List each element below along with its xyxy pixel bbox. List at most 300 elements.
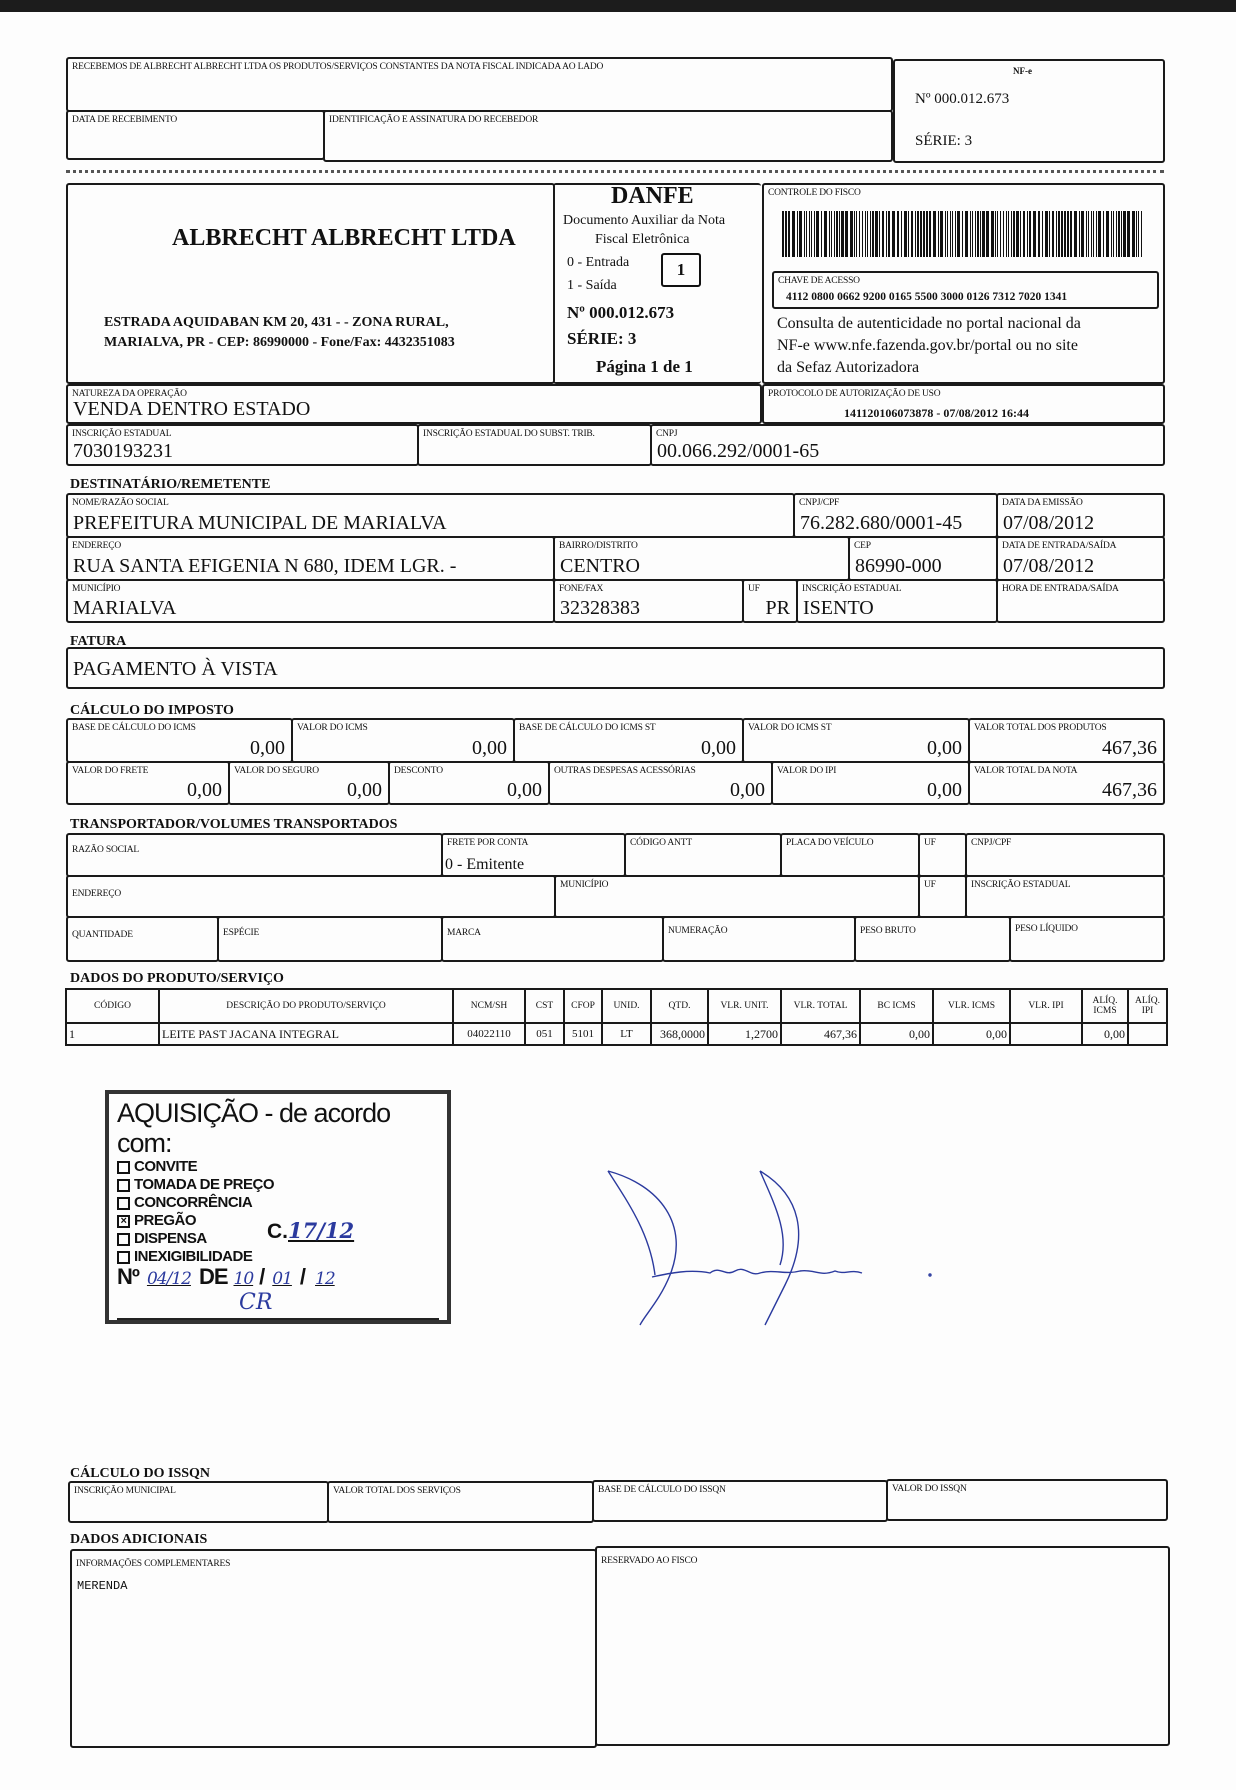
label: DATA DE ENTRADA/SAÍDA: [1002, 541, 1117, 551]
label: INSCRIÇÃO ESTADUAL DO SUBST. TRIB.: [423, 429, 595, 439]
barcode-bar: [806, 211, 807, 257]
barcode-bar: [821, 211, 822, 257]
barcode-bar: [875, 211, 878, 257]
barcode-bar: [1006, 211, 1007, 257]
tax-cell: [388, 761, 550, 805]
column-header: QTD.: [651, 989, 708, 1023]
label: NOME/RAZÃO SOCIAL: [72, 498, 169, 508]
barcode-bar: [1058, 211, 1060, 257]
receipt-text: RECEBEMOS DE ALBRECHT ALBRECHT LTDA OS PRODUTOS/SERVIÇOS CONSTANTES DA NOTA FISCAL INDICADA AO LADO: [72, 62, 604, 72]
value: 7030193231: [73, 440, 173, 462]
checked-box-icon: ×: [117, 1215, 130, 1228]
consulta-text: da Sefaz Autorizadora: [777, 359, 920, 376]
barcode-bar: [1086, 211, 1087, 257]
issqn-cell: [592, 1480, 888, 1522]
table-cell: LT: [602, 1023, 651, 1045]
column-header: BC ICMS: [860, 989, 933, 1023]
barcode-bar: [829, 211, 830, 257]
stamp-option-label: PREGÃO: [134, 1212, 197, 1229]
label: VALOR DO ICMS: [297, 723, 368, 733]
table-cell: 0,00: [860, 1023, 933, 1045]
barcode-bar: [804, 211, 805, 257]
products-table: [65, 988, 1168, 1046]
label: RESERVADO AO FISCO: [601, 1556, 698, 1566]
table-cell: [1128, 1023, 1167, 1045]
barcode-bar: [1070, 211, 1072, 257]
label: PESO LÍQUIDO: [1015, 924, 1078, 934]
label: VALOR TOTAL DA NOTA: [974, 766, 1078, 776]
danfe-subtitle: Fiscal Eletrônica: [595, 232, 690, 247]
barcode-bar: [947, 211, 948, 257]
fisco-box: [762, 183, 1165, 384]
value: PREFEITURA MUNICIPAL DE MARIALVA: [73, 512, 447, 534]
dest-bairro: [553, 536, 850, 581]
issqn-cell: [886, 1479, 1168, 1521]
label: DESCONTO: [394, 766, 443, 776]
label: MUNICÍPIO: [560, 880, 609, 890]
tax-cell: [66, 761, 230, 805]
danfe-type-value: 1: [661, 253, 701, 287]
barcode-bar: [940, 211, 943, 257]
protocolo-field: [762, 384, 1165, 424]
barcode-bar: [839, 211, 840, 257]
barcode-bar: [782, 211, 784, 257]
stamp-option-label: DISPENSA: [134, 1230, 207, 1247]
section-title: CÁLCULO DO ISSQN: [70, 1466, 211, 1481]
tax-cell: [66, 718, 293, 763]
transp-razao: [66, 833, 443, 877]
barcode-bar: [1016, 211, 1019, 257]
barcode-bar: [1113, 211, 1114, 257]
stamp-de-label: DE: [198, 1264, 228, 1289]
barcode-bar: [1049, 211, 1050, 257]
label: VALOR DO ICMS ST: [748, 723, 832, 733]
barcode-bar: [997, 211, 998, 257]
label: VALOR DO FRETE: [72, 766, 149, 776]
checkbox-icon: [117, 1179, 130, 1192]
barcode-bar: [814, 211, 815, 257]
consulta-text: NF-e www.nfe.fazenda.gov.br/portal ou no site: [777, 337, 1078, 354]
chave-box: [772, 271, 1159, 309]
barcode-bar: [856, 211, 857, 257]
label: UF: [748, 584, 760, 594]
info-value: MERENDA: [77, 1579, 128, 1593]
barcode-bar: [995, 211, 996, 257]
table-cell: 5101: [564, 1023, 602, 1045]
barcode-bar: [1098, 211, 1101, 257]
label: CHAVE DE ACESSO: [778, 276, 860, 286]
emitente-box: [66, 183, 555, 384]
barcode-bar: [892, 211, 895, 257]
column-header: NCM/SH: [453, 989, 525, 1023]
dest-uf: [742, 579, 798, 623]
barcode-bar: [1074, 211, 1077, 257]
transp-endereco: [66, 875, 556, 918]
signature: [600, 1165, 940, 1330]
chave-acesso: 4112 0800 0662 9200 0165 5500 3000 0126 7312 7020 1341: [786, 291, 1068, 303]
barcode-bar: [1079, 211, 1080, 257]
label: CEP: [854, 541, 871, 551]
value: 467,36: [1102, 779, 1157, 801]
emitente-name: ALBRECHT ALBRECHT LTDA: [172, 225, 516, 251]
barcode-bar: [1008, 211, 1009, 257]
value: 07/08/2012: [1003, 555, 1095, 577]
table-header-row: [66, 989, 1167, 1023]
value: 0,00: [507, 779, 542, 801]
issqn-cell: [327, 1481, 594, 1523]
natureza-field: [66, 384, 762, 424]
barcode-bar: [955, 211, 956, 257]
barcode-bar: [788, 211, 790, 257]
transp-marca: [441, 916, 664, 962]
section-title: CÁLCULO DO IMPOSTO: [70, 703, 234, 718]
section-title: DADOS ADICIONAIS: [70, 1532, 208, 1547]
value: 0,00: [701, 737, 736, 759]
label: CNPJ: [656, 429, 678, 439]
column-header: ALÍQ. IPI: [1128, 989, 1167, 1023]
barcode-bar: [957, 211, 960, 257]
dest-ie: [796, 579, 998, 623]
barcode-bar: [1000, 211, 1001, 257]
danfe-entrada: 0 - Entrada: [567, 255, 630, 270]
barcode-bar: [991, 211, 994, 257]
label: NUMERAÇÃO: [668, 926, 728, 936]
barcode-bar: [797, 211, 798, 257]
value: 86990-000: [855, 555, 942, 577]
value: 0,00: [250, 737, 285, 759]
value: PR: [765, 597, 790, 619]
value: VENDA DENTRO ESTADO: [73, 398, 311, 420]
value: 0,00: [927, 737, 962, 759]
barcode-bar: [792, 211, 795, 257]
label: INSCRIÇÃO ESTADUAL: [802, 584, 902, 594]
column-header: VLR. TOTAL: [781, 989, 860, 1023]
barcode-bar: [945, 211, 946, 257]
barcode-bar: [901, 211, 902, 257]
label: ENDEREÇO: [72, 889, 122, 899]
label: VALOR DO IPI: [777, 766, 837, 776]
barcode-bar: [1091, 211, 1092, 257]
barcode-bar: [1096, 211, 1097, 257]
stamp-option: [117, 1176, 439, 1194]
transp-uf: [918, 833, 967, 877]
barcode-bar: [1136, 211, 1137, 257]
label: HORA DE ENTRADA/SAÍDA: [1002, 584, 1119, 594]
barcode-bar: [926, 211, 928, 257]
barcode-bar: [1141, 211, 1142, 257]
value: MARIALVA: [73, 597, 177, 619]
barcode-bar: [836, 211, 838, 257]
barcode-bar: [1116, 211, 1117, 257]
barcode-bar: [950, 211, 951, 257]
checkbox-icon: [117, 1251, 130, 1264]
danfe-box: [553, 183, 761, 384]
stamp-c-value: 17/12: [288, 1218, 355, 1243]
barcode-bar: [1033, 211, 1036, 257]
ie-st-field: [417, 424, 652, 466]
value: 141120106073878 - 07/08/2012 16:44: [844, 406, 1029, 420]
receipt-box: [66, 57, 893, 112]
value: 07/08/2012: [1003, 512, 1095, 534]
table-cell: 04022110: [453, 1023, 525, 1045]
nfe-box: [893, 59, 1165, 163]
transp-municipio: [554, 875, 920, 918]
label: BASE DE CÁLCULO DO ICMS ST: [519, 723, 656, 733]
label: PROTOCOLO DE AUTORIZAÇÃO DE USO: [768, 389, 941, 399]
column-header: UNID.: [602, 989, 651, 1023]
danfe-subtitle: Documento Auxiliar da Nota: [563, 213, 726, 228]
table-cell: 0,00: [1082, 1023, 1128, 1045]
acquisition-stamp: AQUISIÇÃO - de acordo com: CONVITE TOMADA DE PREÇO CONCORRÊNCIA × PREGÃO DISPENSA INEXIGIBILIDADE C.17/12 Nº 04/12 DE 10 / 01 / 12 CR: [105, 1090, 451, 1324]
transp-antt: [624, 833, 782, 877]
table-cell: 1,2700: [708, 1023, 781, 1045]
barcode-bar: [986, 211, 989, 257]
barcode-bar: [962, 211, 963, 257]
barcode-bar: [785, 211, 787, 257]
barcode-bar: [1106, 211, 1109, 257]
barcode-bar: [1023, 211, 1025, 257]
barcode-bar: [929, 211, 931, 257]
column-header: VLR. IPI: [1010, 989, 1082, 1023]
danfe-number: Nº 000.012.673: [567, 303, 675, 322]
label: PLACA DO VEÍCULO: [786, 838, 874, 848]
transp-peso-liquido: [1009, 916, 1165, 962]
barcode-bar: [1027, 211, 1028, 257]
barcode-bar: [1103, 211, 1104, 257]
transp-uf2: [918, 875, 967, 918]
barcode-bar: [980, 211, 981, 257]
value: 00.066.292/0001-65: [657, 440, 820, 462]
dest-fone: [553, 579, 744, 623]
barcode-bar: [1127, 211, 1130, 257]
dest-hora: [996, 579, 1165, 623]
stamp-option: [117, 1158, 439, 1176]
transp-especie: [217, 916, 443, 962]
value: CENTRO: [560, 555, 640, 577]
label: QUANTIDADE: [72, 930, 133, 940]
barcode-bar: [1061, 211, 1063, 257]
table-cell: LEITE PAST JACANA INTEGRAL: [159, 1023, 453, 1045]
barcode-bar: [1064, 211, 1066, 257]
barcode-bar: [1052, 211, 1054, 257]
section-title: TRANSPORTADOR/VOLUMES TRANSPORTADOS: [70, 817, 398, 832]
barcode-bar: [859, 211, 860, 257]
stamp-month: 01: [272, 1269, 292, 1289]
barcode-bar: [811, 211, 812, 257]
barcode-bar: [920, 211, 922, 257]
barcode-bar: [854, 211, 855, 257]
label: DATA DA EMISSÃO: [1002, 498, 1083, 508]
barcode-bar: [870, 211, 871, 257]
barcode-bar: [1042, 211, 1043, 257]
barcode-bar: [1011, 211, 1012, 257]
label: UF: [924, 880, 936, 890]
receipt-signature-field[interactable]: [323, 110, 893, 162]
value: PAGAMENTO À VISTA: [73, 658, 278, 680]
stamp-title: AQUISIÇÃO - de acordo com:: [117, 1098, 391, 1158]
barcode-bar: [1132, 211, 1135, 257]
table-cell: 1: [66, 1023, 159, 1045]
stamp-no-value: 04/12: [146, 1269, 191, 1289]
barcode-bar: [1111, 211, 1112, 257]
stamp-line: [117, 1318, 439, 1320]
barcode-bar: [879, 211, 880, 257]
label: BASE DE CÁLCULO DO ICMS: [72, 723, 196, 733]
barcode-bar: [799, 211, 802, 257]
transp-cnpj: [965, 833, 1165, 877]
tax-cell: [291, 718, 515, 763]
label: VALOR DO ISSQN: [892, 1484, 967, 1494]
value: 0,00: [927, 779, 962, 801]
stamp-option-label: CONVITE: [134, 1158, 198, 1175]
barcode-bar: [923, 211, 925, 257]
barcode-bar: [1123, 211, 1126, 257]
barcode-bar: [1020, 211, 1021, 257]
barcode-bar: [824, 211, 827, 257]
cut-line: [66, 170, 1164, 173]
barcode-bar: [872, 211, 874, 257]
value: 76.282.680/0001-45: [800, 512, 963, 534]
value: 467,36: [1102, 737, 1157, 759]
section-title: FATURA: [70, 634, 127, 649]
barcode-bar: [965, 211, 968, 257]
label: CNPJ/CPF: [971, 838, 1012, 848]
tax-cell: [228, 761, 390, 805]
label: ESPÉCIE: [223, 928, 260, 938]
barcode-bar: [845, 211, 848, 257]
nfe-label: NF-e: [1013, 66, 1032, 76]
consulta-text: Consulta de autenticidade no portal nacional da: [777, 315, 1081, 332]
label: INFORMAÇÕES COMPLEMENTARES: [76, 1559, 231, 1569]
label: CONTROLE DO FISCO: [768, 188, 861, 198]
barcode-bar: [1093, 211, 1094, 257]
value: 32328383: [560, 597, 640, 619]
barcode-bar: [972, 211, 973, 257]
reservado-fisco: [595, 1546, 1170, 1746]
barcode: [782, 211, 1147, 257]
transp-quantidade: [66, 916, 219, 962]
table-row: [66, 1023, 1167, 1045]
table-cell: 368,0000: [651, 1023, 708, 1045]
table-cell: [1010, 1023, 1082, 1045]
column-header: VLR. ICMS: [933, 989, 1010, 1023]
value: ISENTO: [803, 597, 874, 619]
value: 0,00: [730, 779, 765, 801]
label: FONE/FAX: [559, 584, 604, 594]
tax-cell: [968, 761, 1165, 805]
barcode-bar: [882, 211, 884, 257]
danfe-saida: 1 - Saída: [567, 278, 617, 293]
barcode-bar: [1081, 211, 1084, 257]
value: 0,00: [347, 779, 382, 801]
value: 0,00: [472, 737, 507, 759]
stamp-day: 10: [233, 1269, 254, 1289]
barcode-bar: [1121, 211, 1122, 257]
danfe-page: Página 1 de 1: [596, 357, 693, 376]
barcode-bar: [1038, 211, 1040, 257]
barcode-bar: [938, 211, 939, 257]
label: RAZÃO SOCIAL: [72, 845, 140, 855]
value: 0 - Emitente: [445, 856, 525, 873]
stamp-no-label: Nº: [117, 1264, 139, 1289]
stamp-option-label: TOMADA DE PREÇO: [134, 1176, 275, 1193]
barcode-bar: [831, 211, 832, 257]
barcode-bar: [970, 211, 971, 257]
transp-numeracao: [662, 916, 856, 962]
barcode-bar: [1013, 211, 1015, 257]
barcode-bar: [850, 211, 853, 257]
barcode-bar: [897, 211, 899, 257]
table-cell: 467,36: [781, 1023, 860, 1045]
tax-cell: [548, 761, 773, 805]
barcode-bar: [1138, 211, 1139, 257]
label: DATA DE RECEBIMENTO: [72, 115, 178, 125]
checkbox-icon: [117, 1233, 130, 1246]
column-header: CFOP: [564, 989, 602, 1023]
ie-field: [66, 424, 419, 466]
label: OUTRAS DESPESAS ACESSÓRIAS: [554, 766, 696, 776]
barcode-bar: [975, 211, 976, 257]
stamp-year: 12: [315, 1269, 335, 1289]
dest-cnpj: [793, 493, 998, 538]
label: INSCRIÇÃO ESTADUAL: [72, 429, 172, 439]
value: RUA SANTA EFIGENIA N 680, IDEM LGR. -: [73, 555, 457, 577]
barcode-bar: [1029, 211, 1031, 257]
danfe-serie: SÉRIE: 3: [567, 329, 637, 348]
issqn-cell: [68, 1481, 329, 1523]
stamp-option-label: INEXIGIBILIDADE: [134, 1248, 253, 1265]
dest-municipio: [66, 579, 555, 623]
label: VALOR TOTAL DOS PRODUTOS: [974, 723, 1107, 733]
barcode-bar: [904, 211, 907, 257]
stamp-option-label: CONCORRÊNCIA: [134, 1194, 253, 1211]
barcode-bar: [977, 211, 979, 257]
label: ENDEREÇO: [72, 541, 122, 551]
barcode-bar: [933, 211, 936, 257]
stamp-c-label: C.: [267, 1220, 288, 1243]
nfe-number: Nº 000.012.673: [915, 91, 1010, 107]
transp-ie: [965, 875, 1165, 918]
barcode-bar: [1003, 211, 1004, 257]
barcode-bar: [917, 211, 919, 257]
stamp-initials: CR: [239, 1290, 273, 1315]
column-header: DESCRIÇÃO DO PRODUTO/SERVIÇO: [159, 989, 453, 1023]
barcode-bar: [816, 211, 819, 257]
label: VALOR TOTAL DOS SERVIÇOS: [333, 1486, 461, 1496]
label: NATUREZA DA OPERAÇÃO: [72, 389, 187, 399]
barcode-bar: [1045, 211, 1048, 257]
barcode-bar: [1088, 211, 1089, 257]
dest-entrada-saida: [996, 536, 1165, 581]
barcode-bar: [809, 211, 810, 257]
column-header: CÓDIGO: [66, 989, 159, 1023]
barcode-bar: [867, 211, 868, 257]
barcode-bar: [841, 211, 844, 257]
label: INSCRIÇÃO ESTADUAL: [971, 880, 1071, 890]
column-header: ALÍQ. ICMS: [1082, 989, 1128, 1023]
label: CNPJ/CPF: [799, 498, 840, 508]
barcode-bar: [862, 211, 863, 257]
dest-nome: [66, 493, 795, 538]
barcode-bar: [915, 211, 916, 257]
emitente-city: MARIALVA, PR - CEP: 86990000 - Fone/Fax: 4432351083: [104, 335, 455, 350]
stamp-option: [117, 1194, 439, 1212]
table-cell: 0,00: [933, 1023, 1010, 1045]
checkbox-icon: [117, 1197, 130, 1210]
receipt-date-field[interactable]: [66, 110, 325, 160]
transp-frete: [441, 833, 626, 877]
column-header: CST: [525, 989, 564, 1023]
